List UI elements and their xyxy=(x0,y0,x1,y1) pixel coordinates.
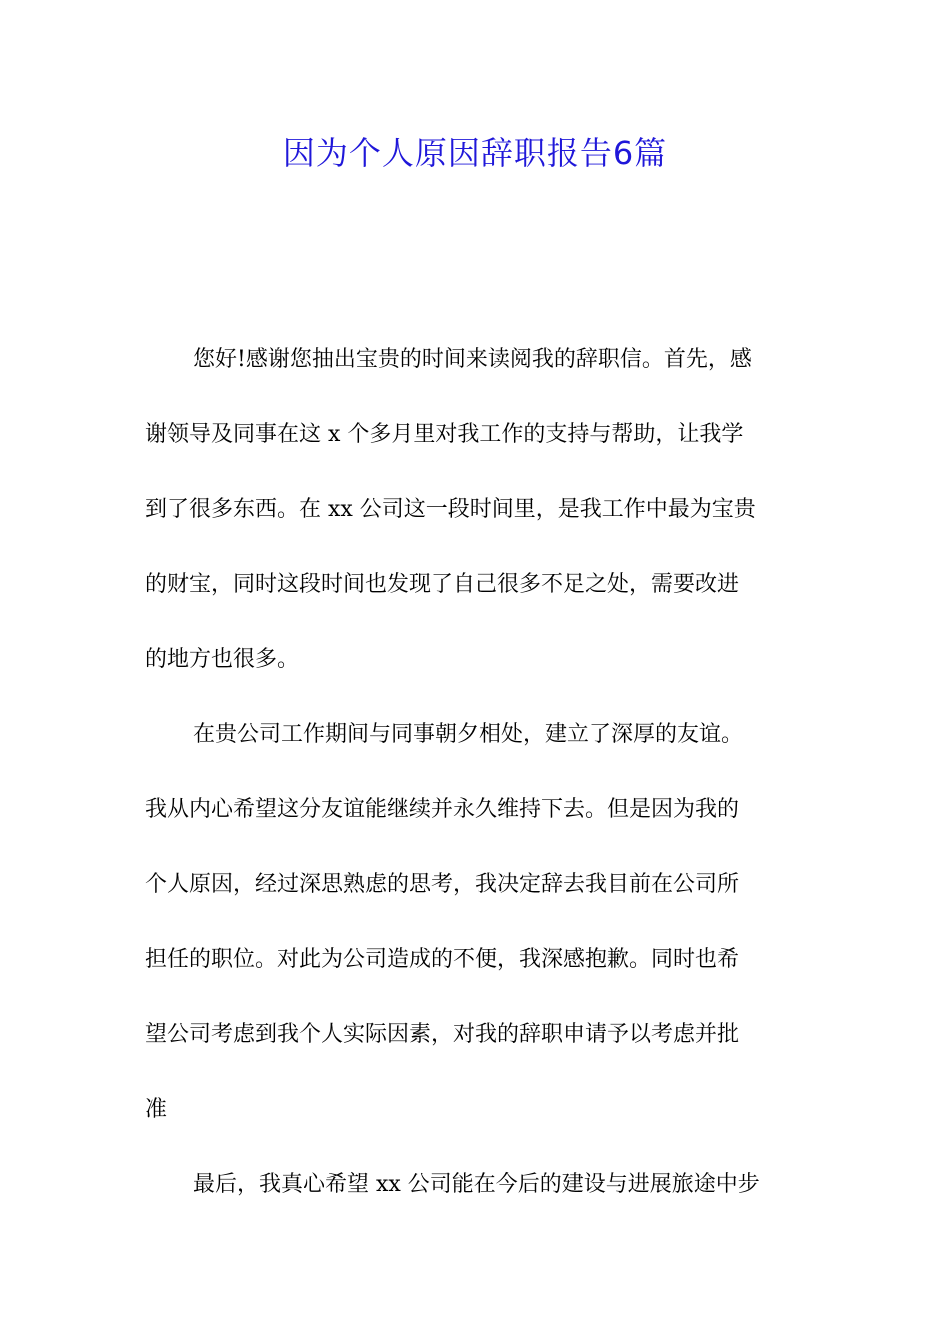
text-line: 准 xyxy=(145,1097,168,1122)
text-line: 的财宝，同时这段时间也发现了自己很多不足之处，需要改进 xyxy=(145,572,740,597)
text-line: 您好!感谢您抽出宝贵的时间来读阅我的辞职信。首先，感 xyxy=(193,347,752,372)
document-body xyxy=(145,337,807,1237)
text-line: 担任的职位。对此为公司造成的不便，我深感抱歉。同时也希 xyxy=(145,947,740,972)
text-line: 个人原因，经过深思熟虑的思考，我决定辞去我目前在公司所 xyxy=(145,872,740,897)
text-line: 谢领导及同事在这 x 个多月里对我工作的支持与帮助，让我学 xyxy=(145,422,744,447)
paragraph-1 xyxy=(145,337,807,712)
text-line: 最后，我真心希望 xx 公司能在今后的建设与进展旅途中步 xyxy=(193,1172,760,1197)
paragraph-3 xyxy=(145,1162,807,1237)
text-line: 到了很多东西。在 xx 公司这一段时间里，是我工作中最为宝贵 xyxy=(145,497,756,522)
text-line: 的地方也很多。 xyxy=(145,647,300,672)
text-line: 望公司考虑到我个人实际因素，对我的辞职申请予以考虑并批 xyxy=(145,1022,740,1047)
paragraph-2 xyxy=(145,712,807,1162)
document-title: 因为个人原因辞职报告6篇 xyxy=(282,134,668,172)
text-line: 我从内心希望这分友谊能继续并永久维持下去。但是因为我的 xyxy=(145,797,740,822)
text-line: 在贵公司工作期间与同事朝夕相处，建立了深厚的友谊。 xyxy=(193,722,744,747)
